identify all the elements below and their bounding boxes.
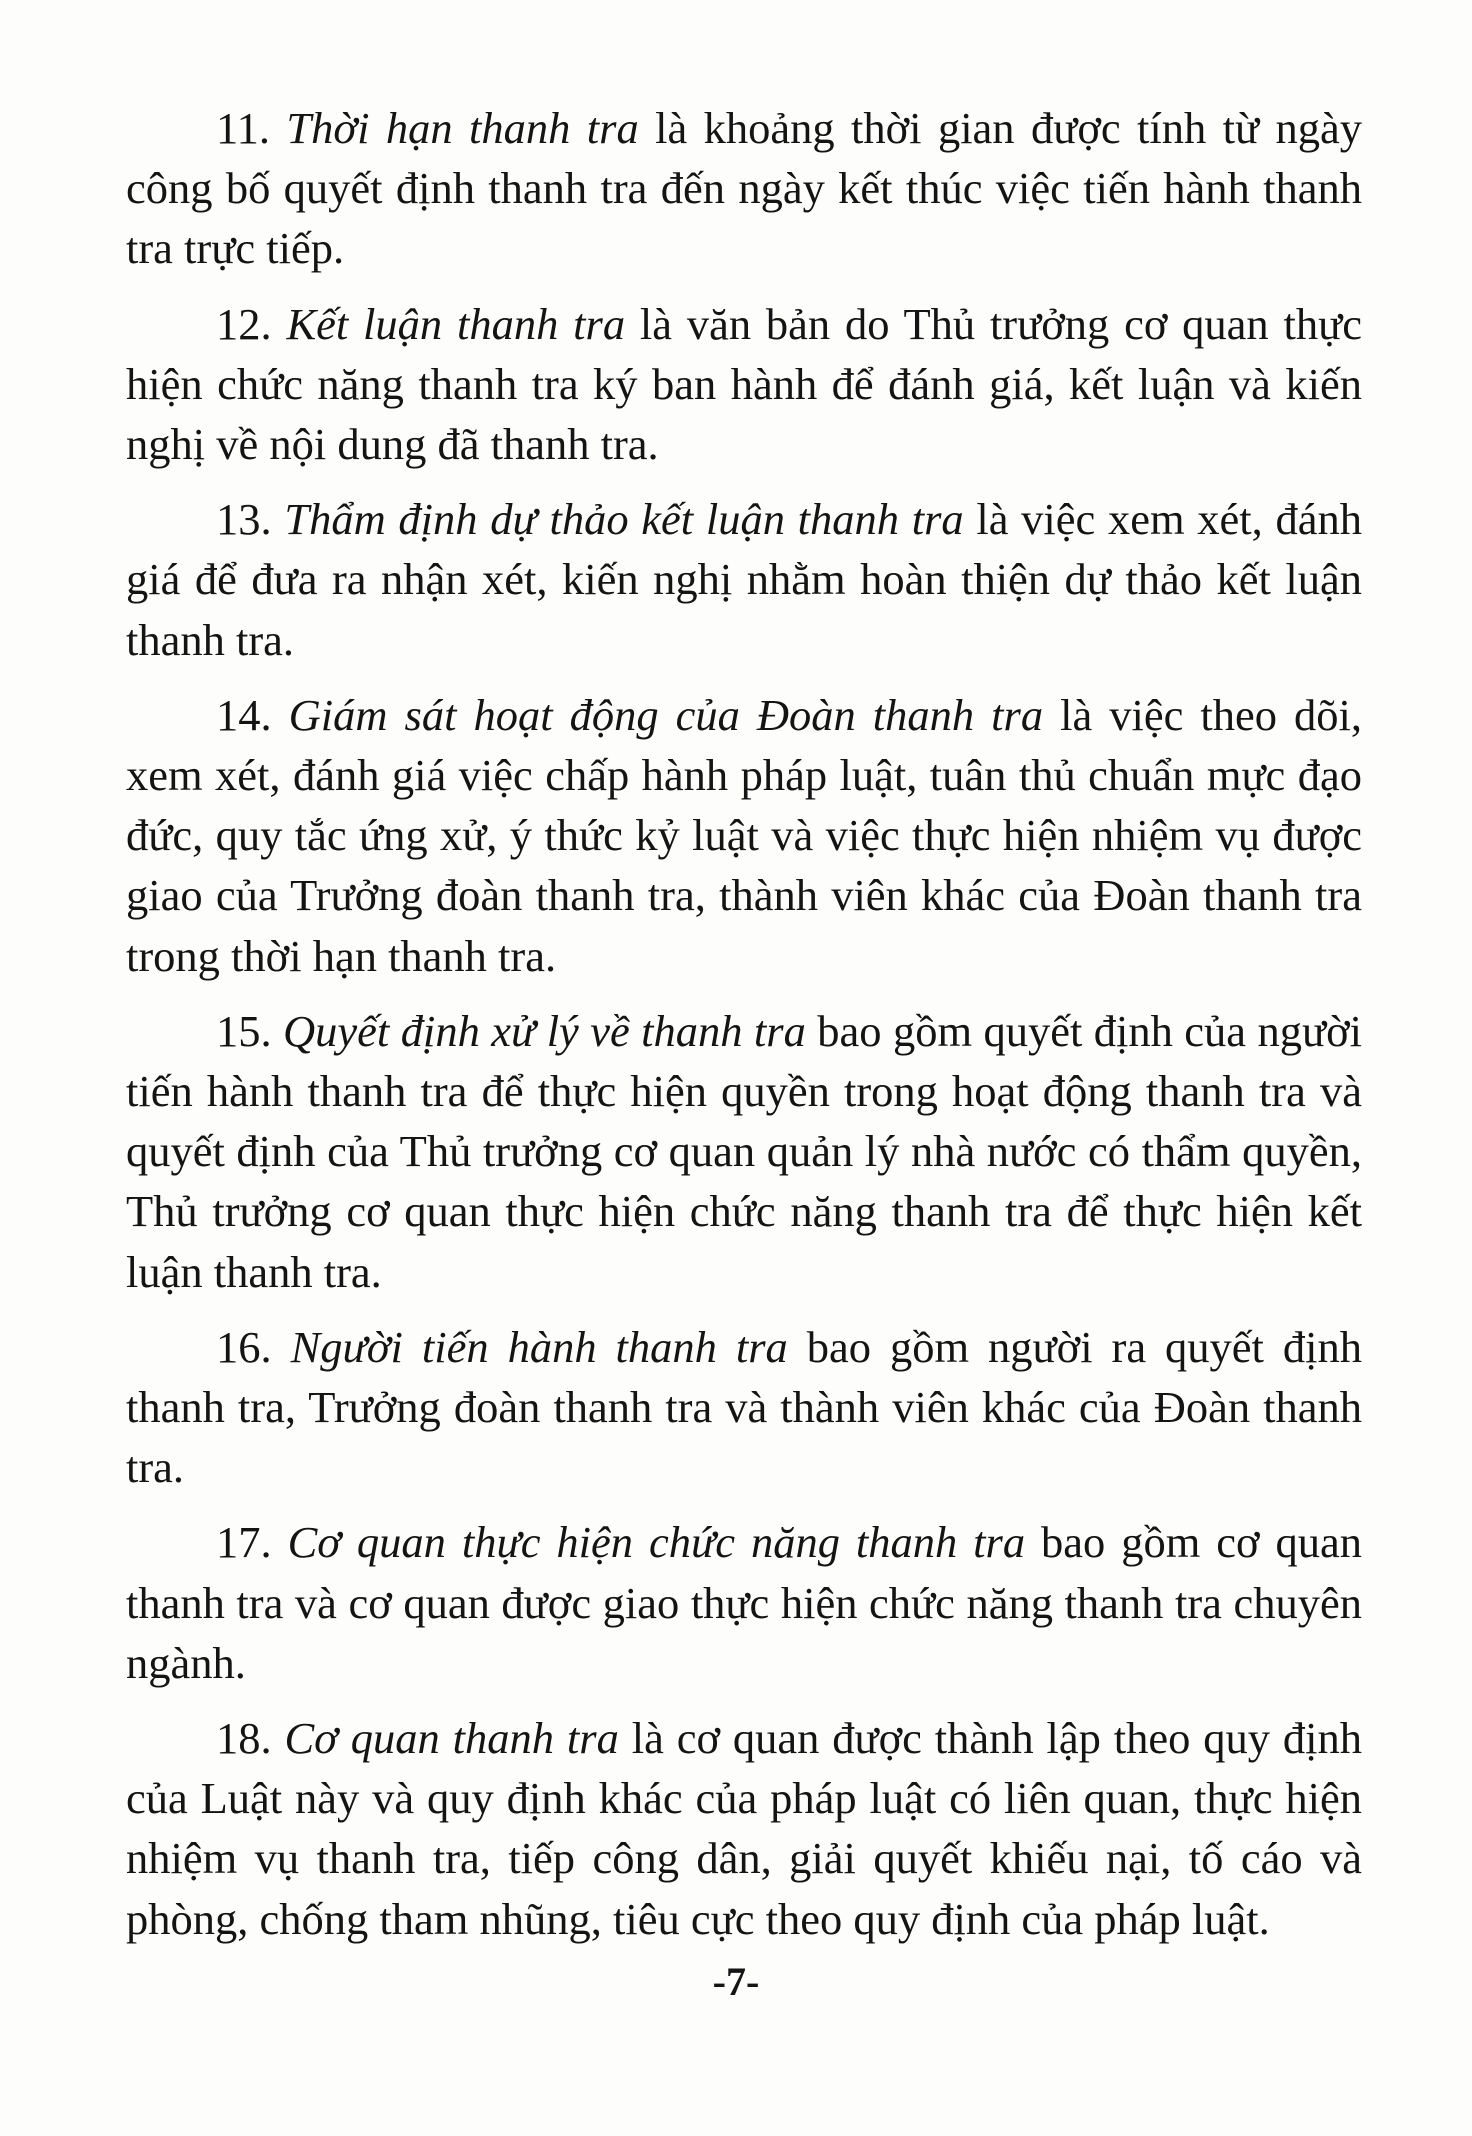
defined-term: Giám sát hoạt động của Đoàn thanh tra [288, 689, 1044, 740]
definition-body: bao gồm người ra quyết định thanh tra, Trưởng đoàn thanh tra và thành viên khác của Đoàn thanh tra. [126, 1321, 1363, 1493]
definition-body: là việc xem xét, đánh giá để đưa ra nhận xét, kiến nghị nhằm hoàn thiện dự thảo kết luận thanh tra. [126, 494, 1362, 665]
definition-paragraph-14 [126, 685, 1362, 986]
defined-term: Cơ quan thanh tra [284, 1713, 619, 1764]
definition-body: bao gồm quyết định của người tiến hành thanh tra để thực hiện quyền trong hoạt động thanh tra và quyết định của Thủ trưởng cơ quan quản lý nhà nước có thẩm quyền, Thủ trưởng cơ quan thực hiện chức năng thanh tra để thực hiện kết luận thanh tra. [126, 1005, 1362, 1297]
defined-term: Thẩm định dự thảo kết luận thanh tra [284, 494, 964, 545]
definition-paragraph-12 [126, 294, 1362, 475]
paragraph-number: 13. [216, 494, 272, 545]
defined-term: Quyết định xử lý về thanh tra [283, 1005, 806, 1056]
definition-body: là khoảng thời gian được tính từ ngày công bố quyết định thanh tra đến ngày kết thúc việc tiến hành thanh tra trực tiếp. [126, 103, 1363, 274]
definition-paragraph-13 [126, 489, 1362, 670]
definition-paragraph-11 [126, 98, 1362, 279]
definition-body: bao gồm cơ quan thanh tra và cơ quan được giao thực hiện chức năng thanh tra chuyên ngành. [126, 1517, 1362, 1688]
paragraph-number: 17. [216, 1517, 272, 1568]
paragraph-number: 16. [216, 1321, 272, 1372]
paragraph-number: 14. [216, 689, 272, 740]
page-number: -7- [712, 1959, 760, 2004]
defined-term: Cơ quan thực hiện chức năng thanh tra [287, 1517, 1026, 1568]
definition-body: là cơ quan được thành lập theo quy định của Luật này và quy định khác của pháp luật có liên quan, thực hiện nhiệm vụ thanh tra, tiếp công dân, giải quyết khiếu nại, tố cáo và phòng, chống tham nhũng, tiêu cực theo quy định của pháp luật. [126, 1713, 1362, 1944]
defined-term: Người tiến hành thanh tra [290, 1321, 788, 1372]
definition-paragraph-18 [126, 1708, 1362, 1949]
paragraph-number: 12. [216, 298, 272, 349]
definition-body: là việc theo dõi, xem xét, đánh giá việc chấp hành pháp luật, tuân thủ chuẩn mực đạo đức, quy tắc ứng xử, ý thức kỷ luật và việc thực hiện nhiệm vụ được giao của Trưởng đoàn thanh tra, thành viên khác của Đoàn thanh tra trong thời hạn thanh tra. [126, 689, 1362, 981]
paragraph-number: 11. [216, 103, 270, 153]
defined-term: Kết luận thanh tra [286, 298, 626, 349]
defined-term: Thời hạn thanh tra [286, 103, 639, 153]
definition-body: là văn bản do Thủ trưởng cơ quan thực hiện chức năng thanh tra ký ban hành để đánh giá, kết luận và kiến nghị về nội dung đã thanh tra. [126, 298, 1362, 470]
paragraph-number: 18. [216, 1713, 272, 1764]
definition-paragraph-15 [126, 1001, 1362, 1302]
definitions-text [126, 98, 1362, 1964]
definition-paragraph-17 [126, 1512, 1362, 1693]
definition-paragraph-16 [126, 1317, 1362, 1498]
paragraph-number: 15. [216, 1005, 272, 1056]
